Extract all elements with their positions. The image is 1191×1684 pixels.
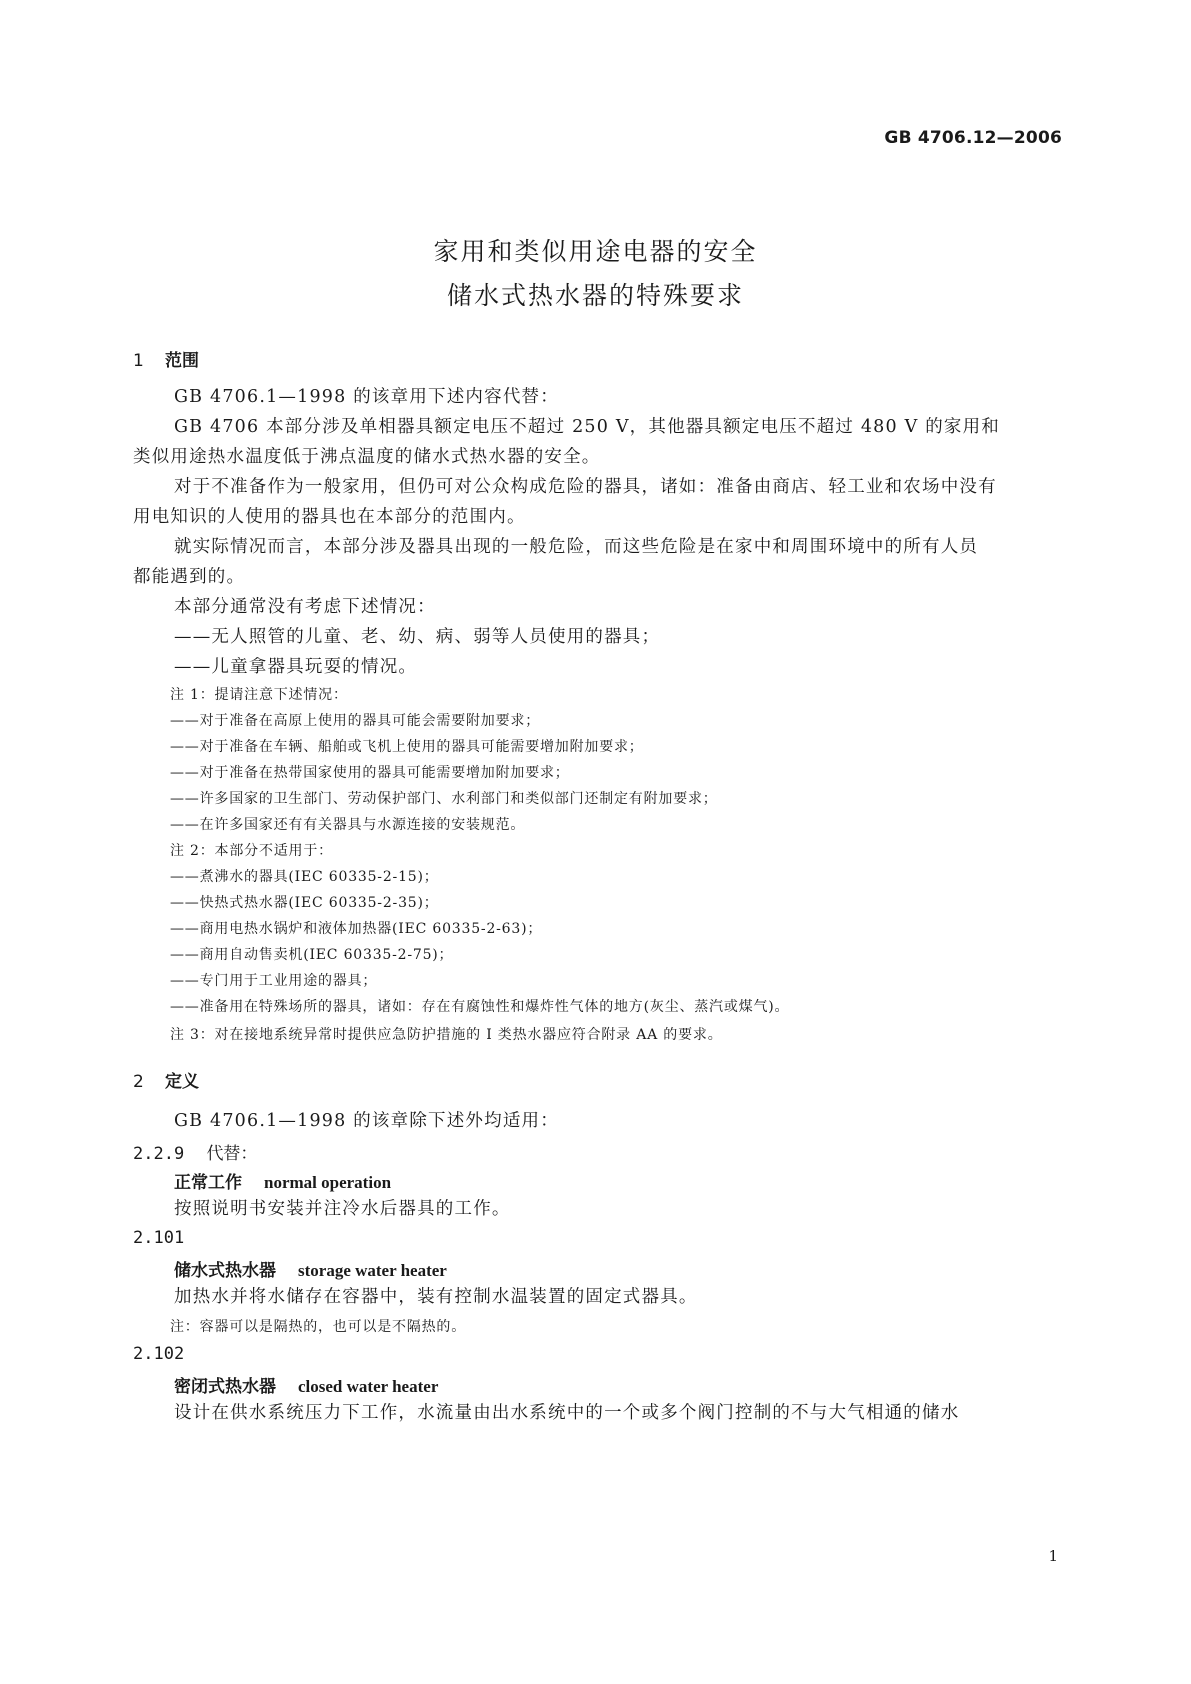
note-1-title: 注 1：提请注意下述情况： (170, 687, 348, 703)
title-line-2: 储水式热水器的特殊要求 (446, 281, 744, 310)
clause-text: 代替： (206, 1144, 258, 1164)
note-1-item: ——在许多国家还有有关器具与水源连接的安装规范。 (170, 817, 526, 833)
section-2-heading (133, 1067, 199, 1092)
s1-para-3-line-2: 用电知识的人使用的器具也在本部分的范围内。 (133, 507, 526, 527)
term-zh: 密闭式热水器 (174, 1377, 276, 1397)
title-line-1: 家用和类似用途电器的安全 (433, 237, 758, 266)
s1-para-4-line-2: 都能遇到的。 (133, 567, 246, 587)
s1-para-5: 本部分通常没有考虑下述情况： (174, 597, 436, 617)
note-1-item: ——许多国家的卫生部门、劳动保护部门、水利部门和类似部门还制定有附加要求； (170, 791, 718, 807)
definition-note: 注：容器可以是隔热的，也可以是不隔热的。 (170, 1319, 466, 1335)
term-closed-water-heater (174, 1372, 438, 1397)
s1-para-2-line-1: GB 4706 本部分涉及单相器具额定电压不超过 250 V，其他器具额定电压不超过 480 V 的家用和 (174, 417, 1000, 437)
clause-2-102: 2.102 (133, 1344, 185, 1364)
note-1-item: ——对于准备在高原上使用的器具可能会需要附加要求； (170, 713, 540, 729)
section-2-number: 2 (133, 1072, 144, 1092)
s1-para-3-line-1: 对于不准备作为一般家用，但仍可对公众构成危险的器具，诸如：准备由商店、轻工业和农场中没有 (174, 477, 997, 497)
clause-2-101: 2.101 (133, 1228, 185, 1248)
term-en: normal operation (264, 1173, 392, 1192)
term-normal-operation (174, 1168, 391, 1193)
definition: 加热水并将水储存在容器中，装有控制水温装置的固定式器具。 (174, 1287, 698, 1307)
section-1-title: 范围 (165, 351, 199, 371)
note-1-item: ——对于准备在车辆、船舶或飞机上使用的器具可能需要增加附加要求； (170, 739, 644, 755)
clause-2-2-9 (133, 1139, 257, 1164)
s1-dash-2: ——儿童拿器具玩耍的情况。 (174, 657, 418, 677)
clause-number: 2.2.9 (133, 1144, 185, 1164)
term-en: storage water heater (298, 1261, 447, 1280)
note-2-title: 注 2：本部分不适用于： (170, 843, 333, 859)
note-2-item: ——专门用于工业用途的器具； (170, 973, 378, 989)
note-2-item: ——准备用在特殊场所的器具，诸如：存在有腐蚀性和爆炸性气体的地方(灰尘、蒸汽或煤气)。 (170, 999, 790, 1015)
standard-code: GB 4706.12—2006 (884, 128, 1062, 148)
note-2-item: ——煮沸水的器具(IEC 60335-2-15)； (170, 869, 439, 885)
definition: 按照说明书安装并注冷水后器具的工作。 (174, 1199, 511, 1219)
term-zh: 储水式热水器 (174, 1261, 276, 1281)
section-2-title: 定义 (165, 1072, 199, 1092)
section-1-number: 1 (133, 351, 144, 371)
term-en: closed water heater (298, 1377, 439, 1396)
note-1-item: ——对于准备在热带国家使用的器具可能需要增加附加要求； (170, 765, 570, 781)
s1-para-1: GB 4706.1—1998 的该章用下述内容代替： (174, 387, 559, 407)
s1-para-4-line-1: 就实际情况而言，本部分涉及器具出现的一般危险，而这些危险是在家中和周围环境中的所有人员 (174, 537, 979, 557)
definition: 设计在供水系统压力下工作，水流量由出水系统中的一个或多个阀门控制的不与大气相通的储水 (174, 1403, 960, 1423)
note-3: 注 3：对在接地系统异常时提供应急防护措施的 Ⅰ 类热水器应符合附录 AA 的要求。 (170, 1027, 723, 1043)
s1-para-2-line-2: 类似用途热水温度低于沸点温度的储水式热水器的安全。 (133, 447, 601, 467)
section-1-heading (133, 346, 199, 371)
term-zh: 正常工作 (174, 1173, 242, 1193)
note-2-item: ——商用自动售卖机(IEC 60335-2-75)； (170, 947, 454, 963)
note-2-item: ——商用电热水锅炉和液体加热器(IEC 60335-2-63)； (170, 921, 543, 937)
s1-dash-1: ——无人照管的儿童、老、幼、病、弱等人员使用的器具； (174, 627, 661, 647)
page-number: 1 (1048, 1547, 1058, 1565)
note-2-item: ——快热式热水器(IEC 60335-2-35)； (170, 895, 439, 911)
s2-intro: GB 4706.1—1998 的该章除下述外均适用： (174, 1111, 559, 1131)
term-storage-water-heater (174, 1256, 447, 1281)
